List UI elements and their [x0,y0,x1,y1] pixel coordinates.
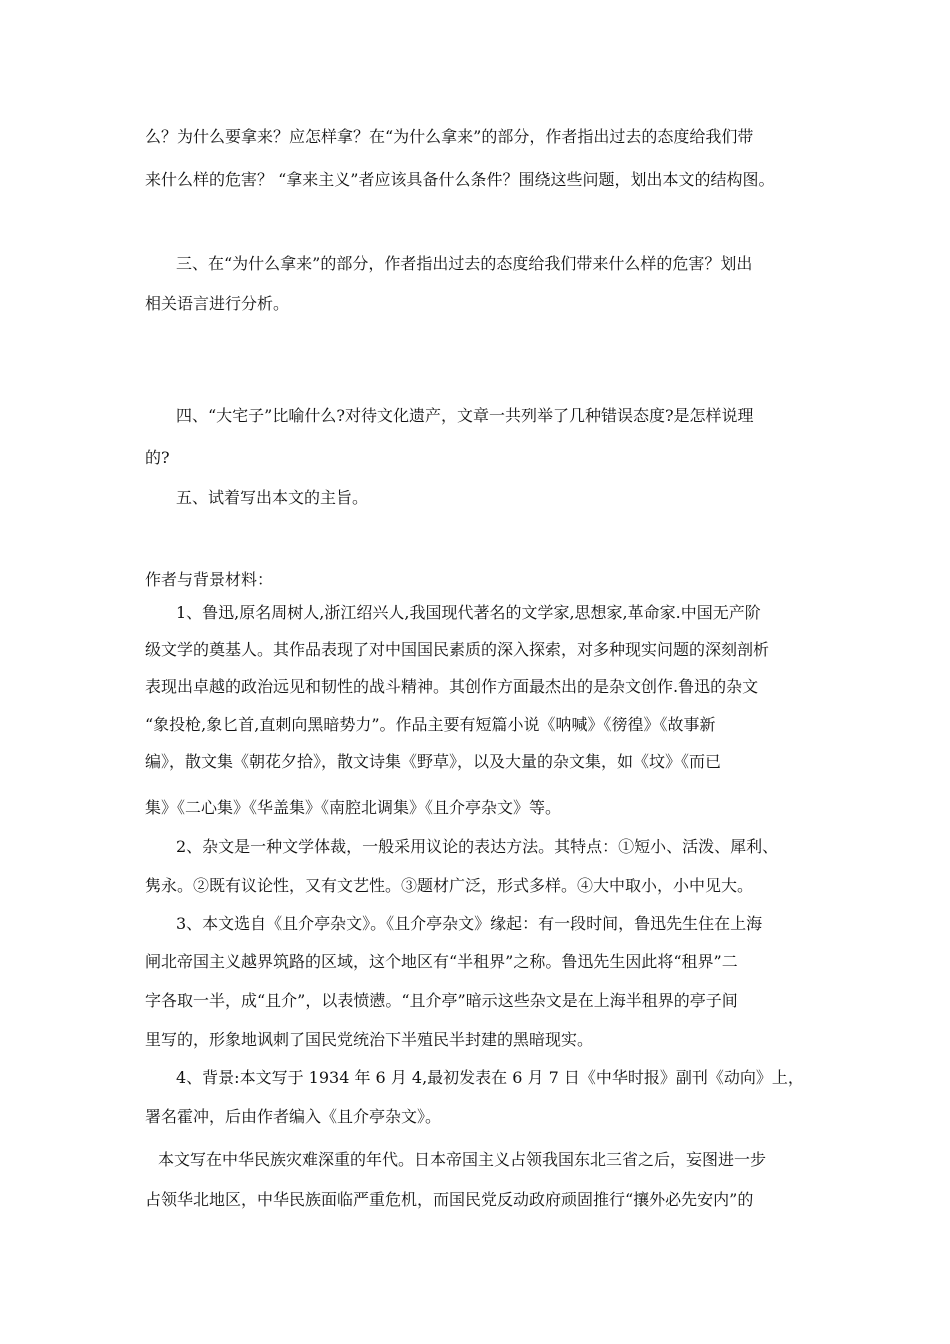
text-line: 2、杂文是一种文学体裁，一般采用议论的表达方法。其特点：①短小、活泼、犀利、 [176,837,779,856]
text-line: 闸北帝国主义越界筑路的区域，这个地区有“半租界”之称。鲁迅先生因此将“租界”二 [145,952,738,971]
text-line: 么？为什么要拿来？应怎样拿？在“为什么拿来”的部分，作者指出过去的态度给我们带 [145,127,754,146]
text-line: 3、本文选自《且介亭杂文》。《且介亭杂文》缘起：有一段时间，鲁迅先生住在上海 [176,914,763,933]
text-line: 本文写在中华民族灾难深重的年代。日本帝国主义占领我国东北三省之后，妄图进一步 [158,1150,767,1169]
text-line: 里写的，形象地讽刺了国民党统治下半殖民半封建的黑暗现实。 [145,1030,594,1049]
question-four: 四、“大宅子”比喻什么?对待文化遗产，文章一共列举了几种错误态度?是怎样说理 [176,406,754,425]
section-heading: 作者与背景材料： [145,570,274,589]
text-line: 集》《二心集》《华盖集》《南腔北调集》《且介亭杂文》等。 [145,798,562,817]
text-line: 隽永。②既有议论性，又有文艺性。③题材广泛，形式多样。④大中取小，小中见大。 [145,876,754,895]
text-line: 级文学的奠基人。其作品表现了对中国国民素质的深入探索，对多种现实问题的深刻剖析 [145,640,770,659]
text-line: 的? [145,448,170,467]
text-line: 表现出卓越的政治远见和韧性的战斗精神。其创作方面最杰出的是杂文创作.鲁迅的杂文 [145,677,759,696]
text-line: 相关语言进行分析。 [145,294,290,313]
text-line: 编》，散文集《朝花夕拾》，散文诗集《野草》，以及大量的杂文集，如《坟》《而已 [145,752,722,771]
text-line: 署名霍冲，后由作者编入《且介亭杂文》。 [145,1107,442,1126]
text-line: 4、背景:本文写于 1934 年 6 月 4,最初发表在 6 月 7 日《中华时报》副刊《动向》上， [176,1068,804,1087]
question-three: 三、在“为什么拿来”的部分，作者指出过去的态度给我们带来什么样的危害？划出 [176,254,753,273]
text-line: “象投枪,象匕首,直刺向黑暗势力”。作品主要有短篇小说《呐喊》《徬徨》《故事新 [145,715,716,734]
text-line: 字各取一半，成“且介”，以表愤懑。“且介亭”暗示这些杂文是在上海半租界的亭子间 [145,991,738,1010]
text-line: 1、鲁迅,原名周树人,浙江绍兴人,我国现代著名的文学家,思想家,革命家.中国无产阶 [176,603,761,622]
question-five: 五、试着写出本文的主旨。 [176,488,369,507]
text-line: 占领华北地区，中华民族面临严重危机，而国民党反动政府顽固推行“攘外必先安内”的 [145,1190,754,1209]
text-line: 来什么样的危害？ “拿来主义”者应该具备什么条件？围绕这些问题，划出本文的结构图。 [145,170,775,189]
